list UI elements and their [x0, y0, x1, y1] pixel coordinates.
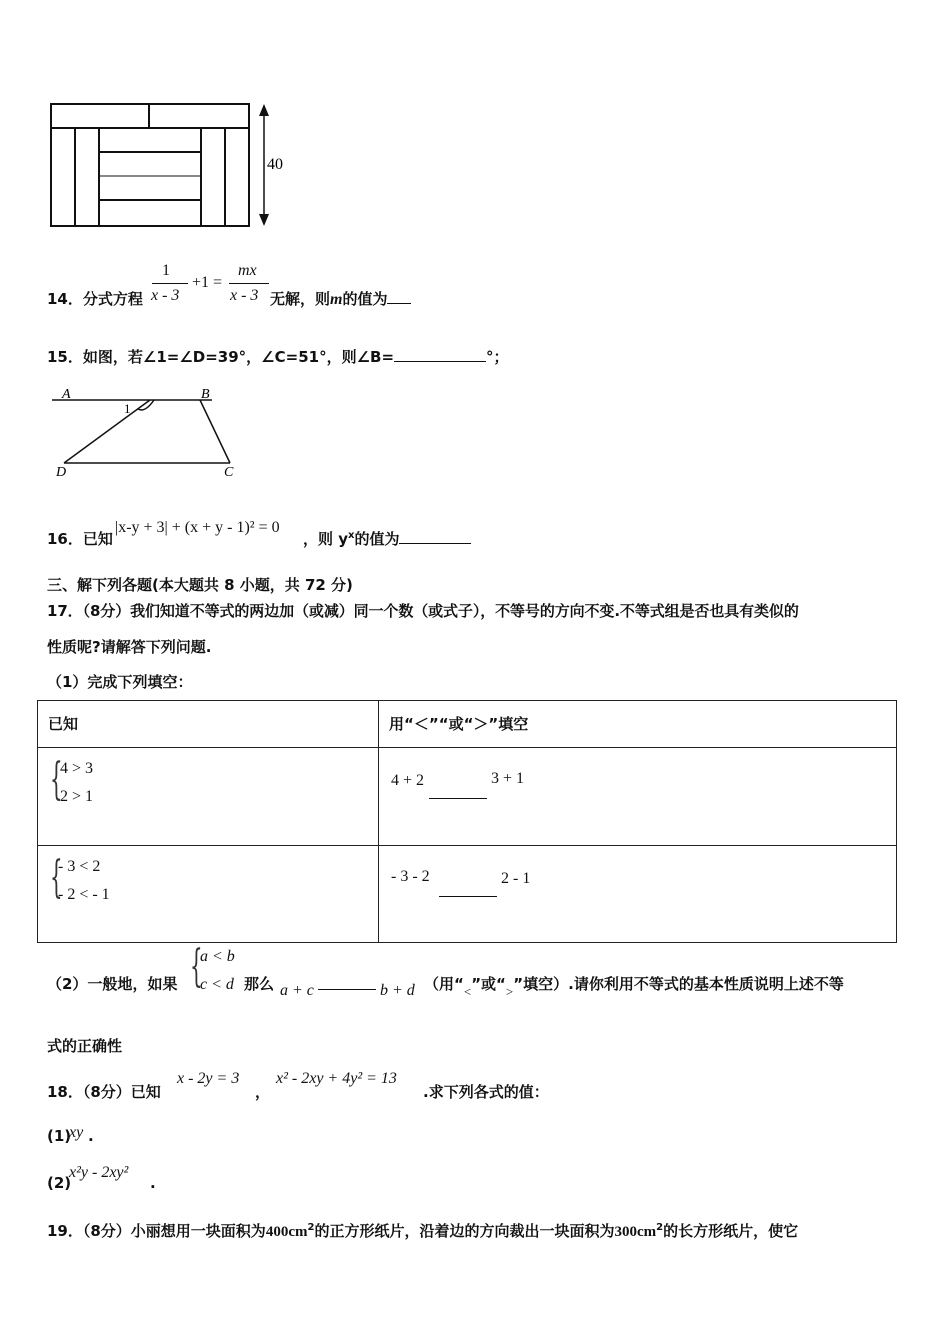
part2-sys-bottom: c < d [200, 976, 234, 993]
q16-suffix [303, 528, 471, 549]
row1-sys-top: 4 > 3 [60, 760, 94, 777]
part2-answer-blank[interactable] [318, 989, 376, 990]
q15-answer-blank[interactable] [394, 347, 486, 362]
row1-sys-bottom: 2 > 1 [60, 788, 94, 805]
q19-sup1: 2 [307, 1222, 315, 1233]
q17-line1: 17．（8分）我们知道不等式的两边加（或减）同一个数（或式子），不等号的方向不变.不等式组是否也具有类似的 [47, 602, 799, 620]
row1-right-expr: 3 + 1 [491, 770, 525, 787]
q19-a: 19．（8分）小丽想用一块面积为 [47, 1222, 266, 1240]
part2-sys-top: a < b [200, 948, 235, 965]
row2-answer-blank[interactable] [439, 882, 497, 897]
header-fill: 用“＜”“或“＞”填空 [389, 715, 529, 733]
q19-text [47, 1220, 798, 1241]
q18-prefix: 18．（8分）已知 [47, 1083, 161, 1101]
q14-suffix-b: 的值为 [342, 290, 388, 308]
q18-item1-label: (1) [47, 1127, 72, 1145]
part2-lt: < [463, 984, 472, 999]
header-known: 已知 [48, 715, 79, 733]
q15-text [47, 346, 509, 367]
q14-answer-blank[interactable] [387, 289, 411, 304]
q19-v1: 400cm [265, 1224, 308, 1240]
q18-item2-label: (2) [47, 1174, 72, 1192]
part2-left: a + c [280, 982, 314, 999]
trapezoid-figure [52, 383, 252, 483]
q16-sup: x [348, 530, 355, 541]
q14-suffix [270, 288, 411, 309]
section-title: 三、解下列各题(本大题共 8 小题，共 72 分) [47, 576, 353, 594]
q16-prefix: 16．已知 [47, 530, 113, 548]
q18-suffix: .求下列各式的值： [423, 1083, 549, 1101]
row1-answer-blank[interactable] [429, 784, 487, 799]
part2-gt: > [505, 984, 514, 999]
row2-sys-bottom: - 2 < - 1 [58, 886, 110, 903]
q15-unit: °； [486, 348, 509, 366]
q16-expression: |x-y + 3| + (x + y - 1)² = 0 [115, 519, 280, 536]
inequality-table [37, 700, 897, 943]
q15-question: 15．如图，若∠1=∠D=39°，∠C=51°，则∠B= [47, 348, 395, 366]
table-row [38, 846, 897, 943]
label-b: B [201, 387, 210, 402]
q18-eq1: x - 2y = 3 [177, 1070, 240, 1087]
q18-item1-period: . [88, 1127, 94, 1145]
q14-frac2-num: mx [238, 262, 257, 279]
q14-frac1-den: x - 3 [151, 287, 180, 304]
part2-right: b + d [380, 982, 415, 999]
q17-line2: 性质呢?请解答下列问题. [47, 638, 212, 656]
label-d: D [56, 465, 67, 480]
label-1: 1 [124, 401, 131, 416]
q18-item2-expr: x²y - 2xy² [69, 1164, 129, 1181]
q14-suffix-a: 无解，则 [270, 290, 331, 308]
table-header-row [38, 701, 897, 748]
q18-eq2: x² - 2xy + 4y² = 13 [276, 1070, 397, 1087]
rectangle-figure [45, 100, 295, 232]
q19-sup2: 2 [656, 1222, 664, 1233]
q14-frac1-num: 1 [162, 262, 170, 279]
q19-b: 的正方形纸片，沿着边的方向裁出一块面积为 [314, 1222, 615, 1240]
q19-v2: 300cm [614, 1224, 657, 1240]
system-brace: { [50, 754, 63, 805]
q17-part2-rest [424, 973, 844, 999]
row2-left-expr: - 3 - 2 [391, 868, 430, 885]
q18-item1-expr: xy [69, 1124, 84, 1141]
part2-d: ”或“ [471, 975, 506, 993]
q16-answer-blank[interactable] [399, 529, 471, 544]
part2-c: （用“ [424, 975, 464, 993]
label-a: A [62, 387, 71, 402]
q14-frac2-bar [229, 283, 269, 284]
q17-part2-line2: 式的正确性 [47, 1037, 123, 1055]
q17-part2-a: （2）一般地，如果 [47, 975, 178, 993]
q14-frac1-bar [152, 283, 188, 284]
q14-mid: +1 = [192, 274, 223, 291]
q18-comma: ， [255, 1083, 271, 1101]
label-c: C [224, 465, 234, 480]
part2-brace: { [190, 941, 203, 992]
q17-part1: （1）完成下列填空： [47, 673, 193, 691]
table-row [38, 748, 897, 846]
q16-suffix-b: 的值为 [354, 530, 400, 548]
q14-prefix: 14．分式方程 [47, 290, 143, 308]
dimension-label: 40 [267, 156, 283, 173]
q14-var: m [330, 291, 343, 308]
q16-suffix-a: ，则 y [303, 530, 349, 548]
part2-e: ”填空）.请你利用不等式的基本性质说明上述不等 [513, 975, 844, 993]
q14-frac2-den: x - 3 [230, 287, 259, 304]
row1-left-expr: 4 + 2 [391, 772, 425, 789]
q18-item2-period: . [150, 1174, 156, 1192]
system-brace: { [50, 852, 63, 903]
q17-part2-b: 那么 [244, 975, 275, 993]
q19-c: 的长方形纸片，使它 [663, 1222, 799, 1240]
row2-sys-top: - 3 < 2 [58, 858, 101, 875]
row2-right-expr: 2 - 1 [501, 870, 531, 887]
